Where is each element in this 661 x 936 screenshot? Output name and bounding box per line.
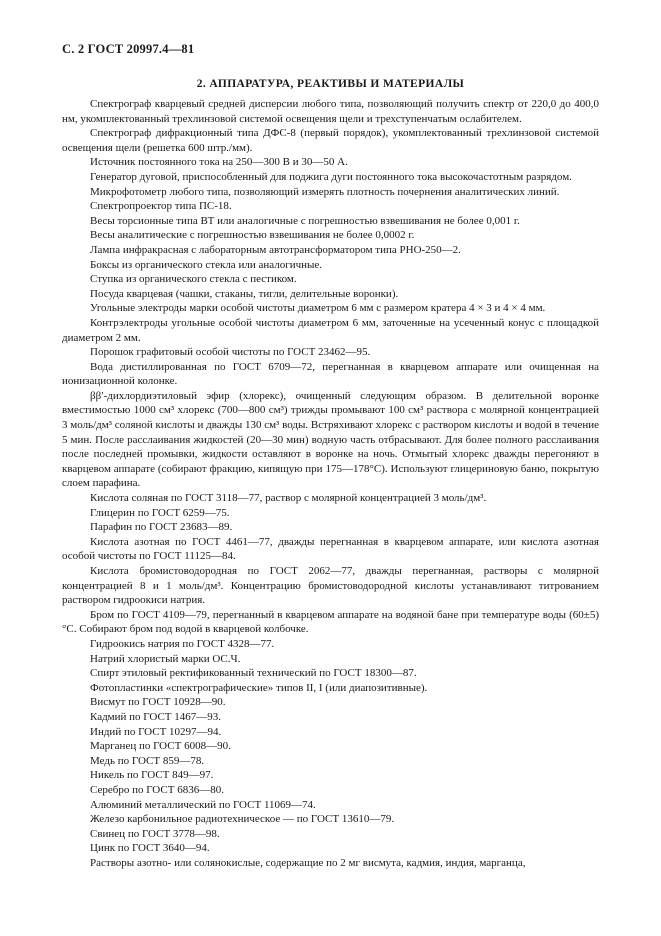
paragraph: Бром по ГОСТ 4109—79, перегнанный в кварцевом аппарате на водяной бане при температуре воды (60±5) °С. Собирают бром под водой в кварцевой колбочке. [62,608,599,636]
page-header: С. 2 ГОСТ 20997.4—81 [62,42,195,56]
paragraph: Железо карбонильное радиотехническое — по ГОСТ 13610—79. [90,813,395,826]
paragraph: ββ′-дихлордиэтиловый эфир (хлорекс), очищенный следующим образом. В делительной воронке вместимостью 1000 см³ хлорекс (700—800 см³) трижды промывают 100 см³ раствора с молярной концентрацией 3 моль/дм³ соляной кислоты и дважды 130 см³ воды. Встряхивают хлорекс с раствором кислоты и водой в течение 5 мин. После расслаивания жидкостей (20—30 мин) водную часть отбрасывают. Для более полного расслаивания после последней промывки, жидкости оставляют в воронке на ночь. Отмытый хлорекс дважды перегоняют в кварцевом аппарате (собирают фракцию, кипящую при 175—178°С). Используют глицериновую баню, покрытую слоем парафина. [62,389,599,490]
paragraph: Алюминий металлический по ГОСТ 11069—74. [90,798,316,811]
paragraph: Боксы из органического стекла или аналогичные. [90,258,323,271]
paragraph: Спектрограф кварцевый средней дисперсии любого типа, позволяющий получить спектр от 220,0 до 400,0 нм, укомплектованный трехлинзовой системой освещения щели и трехступенчатым ослабителем. [62,98,599,125]
paragraph: Гидроокись натрия по ГОСТ 4328—77. [90,637,275,650]
paragraph: Весы аналитические с погрешностью взвешивания не более 0,0002 г. [90,229,415,242]
paragraph: Свинец по ГОСТ 3778—98. [90,827,220,840]
paragraph: Фотопластинки «спектрографические» типов II, I (или диапозитивные). [90,681,428,694]
paragraph: Ступка из органического стекла с пестиком. [90,273,297,286]
paragraph: Висмут по ГОСТ 10928—90. [90,696,226,709]
paragraph: Спирт этиловый ректификованный технический по ГОСТ 18300—87. [90,667,417,680]
paragraph: Глицерин по ГОСТ 6259—75. [90,506,230,519]
paragraph: Спектропроектор типа ПС-18. [90,200,232,213]
section-title: 2. АППАРАТУРА, РЕАКТИВЫ И МАТЕРИАЛЫ [196,78,465,90]
paragraph: Марганец по ГОСТ 6008—90. [90,740,231,753]
paragraph: Индий по ГОСТ 10297—94. [90,725,222,738]
body-text [62,97,599,870]
paragraph: Посуда кварцевая (чашки, стаканы, тигли, делительные воронки). [90,287,399,300]
paragraph: Спектрограф дифракционный типа ДФС-8 (первый порядок), укомплектованный трехлинзовой системой освещения щели (решетка 600 штр./мм). [62,127,599,154]
paragraph: Контрэлектроды угольные особой чистоты диаметром 6 мм, заточенные на усеченный конус с площадкой диаметром 2 мм. [62,316,599,344]
paragraph: Никель по ГОСТ 849—97. [90,769,214,782]
paragraph: Цинк по ГОСТ 3640—94. [90,842,210,855]
paragraph: Растворы азотно- или солянокислые, содержащие по 2 мг висмута, кадмия, индия, марганца, [90,856,526,869]
paragraph: Кислота бромистоводородная по ГОСТ 2062—77, дважды перегнанная, растворы с молярной концентрацией 8 и 1 моль/дм³. Концентрацию бромистоводородной кислоты устанавливают титрованием раствором гидроокиси натрия. [62,565,599,607]
paragraph: Источник постоянного тока на 250—300 В и 30—50 А. [90,156,348,169]
paragraph: Вода дистиллированная по ГОСТ 6709—72, перегнанная в кварцевом аппарате или очищенная на ионизационной колонке. [62,360,599,388]
paragraph: Медь по ГОСТ 859—78. [90,754,205,767]
paragraph: Натрий хлористый марки ОС.Ч. [90,652,241,665]
paragraph: Кислота соляная по ГОСТ 3118—77, раствор с молярной концентрацией 3 моль/дм³. [90,492,487,505]
paragraph: Кислота азотная по ГОСТ 4461—77, дважды перегнанная в кварцевом аппарате, или кислота азотная особой чистоты по ГОСТ 11125—84. [62,535,599,563]
paragraph: Генератор дуговой, приспособленный для поджига дуги постоянного тока высокочастотным разрядом. [90,170,572,183]
paragraph: Лампа инфракрасная с лабораторным автотрансформатором типа РНО-250—2. [90,243,461,256]
paragraph: Парафин по ГОСТ 23683—89. [90,521,233,534]
paragraph: Серебро по ГОСТ 6836—80. [90,783,224,796]
paragraph: Кадмий по ГОСТ 1467—93. [90,710,222,723]
paragraph: Порошок графитовый особой чистоты по ГОСТ 23462—95. [90,346,371,359]
paragraph: Весы торсионные типа ВТ или аналогичные с погрешностью взвешивания не более 0,001 г. [90,214,520,227]
paragraph: Микрофотометр любого типа, позволяющий измерять плотность почернения аналитических линий. [90,185,560,198]
paragraph: Угольные электроды марки особой чистоты диаметром 6 мм с размером кратера 4 × 3 и 4 × 4 мм. [90,302,546,315]
